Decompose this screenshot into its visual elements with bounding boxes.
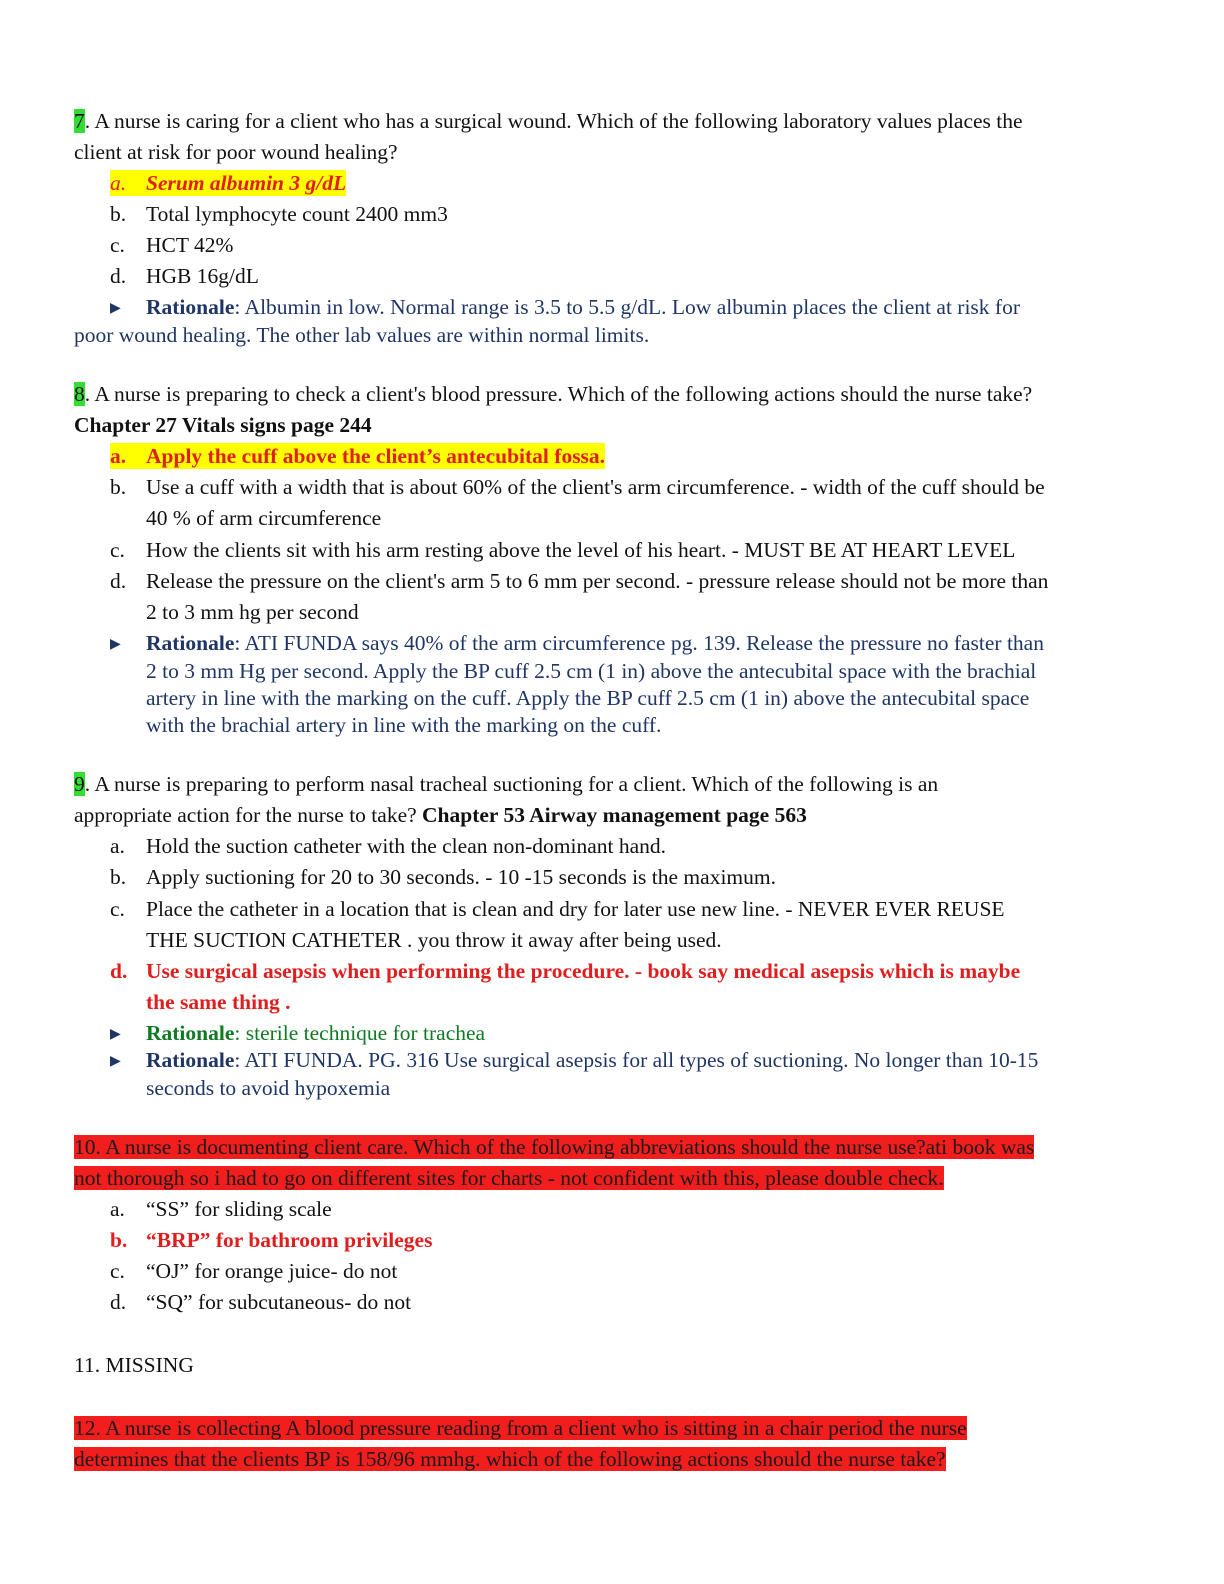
triangle-right-icon: ▶ — [110, 301, 121, 316]
triangle-right-icon: ▶ — [110, 1054, 121, 1069]
q9-rationale-2: ▶ Rationale: ATI FUNDA. PG. 316 Use surgical asepsis for all types of suctioning. No longer than 10-15 — [110, 1047, 1038, 1075]
q7-option-b: b. Total lymphocyte count 2400 mm3 — [110, 202, 448, 226]
q8-chapter: Chapter 27 Vitals signs page 244 — [74, 413, 372, 437]
q7-line-2: client at risk for poor wound healing? — [74, 140, 398, 164]
q8-option-d: d. Release the pressure on the client's arm 5 to 6 mm per second. - pressure release should not be more than — [110, 569, 1049, 593]
q12-line-2: determines that the clients BP is 158/96 mmhg. which of the following actions should the nurse take? — [74, 1447, 946, 1471]
q8-option-b: b. Use a cuff with a width that is about 60% of the client's arm circumference. - width of the cuff should be — [110, 475, 1045, 499]
q8-number: 8 — [74, 382, 85, 406]
q9-option-a: a. Hold the suction catheter with the clean non-dominant hand. — [110, 834, 667, 858]
q8-rationale-line-4: with the brachial artery in line with the marking on the cuff. — [146, 713, 662, 737]
q7-rationale: ▶ Rationale: Albumin in low. Normal range is 3.5 to 5.5 g/dL. Low albumin places the client at risk for — [110, 294, 1020, 322]
q10-option-b: b. “BRP” for bathroom privileges — [110, 1228, 433, 1252]
q10-option-c: c. “OJ” for orange juice- do not — [110, 1259, 398, 1283]
q9-line-1: 9. A nurse is preparing to perform nasal tracheal suctioning for a client. Which of the following is an — [74, 772, 939, 796]
q9-option-d-cont: the same thing . — [146, 990, 291, 1014]
q8-rationale-line-2: 2 to 3 mm Hg per second. Apply the BP cuff 2.5 cm (1 in) above the antecubital space with the brachial — [146, 659, 1037, 683]
q7-option-a: a. Serum albumin 3 g/dL — [110, 171, 347, 195]
q10-line-2: not thorough so i had to go on different sites for charts - not confident with this, please double check. — [74, 1166, 944, 1190]
q9-option-b: b. Apply suctioning for 20 to 30 seconds. - 10 -15 seconds is the maximum. — [110, 865, 776, 889]
q12-line-1: 12. A nurse is collecting A blood pressure reading from a client who is sitting in a chair period the nurse — [74, 1416, 967, 1440]
q11-missing: 11. MISSING — [74, 1353, 194, 1377]
q7-rationale-line-2: poor wound healing. The other lab values are within normal limits. — [74, 323, 650, 347]
q10-option-a: a. “SS” for sliding scale — [110, 1197, 332, 1221]
triangle-right-icon: ▶ — [110, 1027, 121, 1042]
q8-option-b-cont: 40 % of arm circumference — [146, 506, 382, 530]
q10-line-1: 10. A nurse is documenting client care. Which of the following abbreviations should the nurse use?ati book was — [74, 1135, 1035, 1159]
q7-number: 7 — [74, 109, 85, 133]
q9-option-c-cont: THE SUCTION CATHETER . you throw it away after being used. — [146, 928, 722, 952]
q10-option-d: d. “SQ” for subcutaneous- do not — [110, 1290, 412, 1314]
q9-rationale-1: ▶ Rationale: sterile technique for trachea — [110, 1020, 485, 1048]
q7-option-c: c. HCT 42% — [110, 233, 234, 257]
q9-chapter: Chapter 53 Airway management page 563 — [422, 803, 807, 827]
q8-option-a: a. Apply the cuff above the client’s antecubital fossa. — [110, 444, 606, 468]
q8-option-c: c. How the clients sit with his arm resting above the level of his heart. - MUST BE AT HEART LEVEL — [110, 538, 1016, 562]
q8-rationale-line-3: artery in line with the marking on the cuff. Apply the BP cuff 2.5 cm (1 in) above the antecubital space — [146, 686, 1030, 710]
q8-option-d-cont: 2 to 3 mm hg per second — [146, 600, 359, 624]
q8-rationale: ▶ Rationale: ATI FUNDA says 40% of the arm circumference pg. 139. Release the pressure no faster than — [110, 630, 1044, 658]
q9-option-c: c. Place the catheter in a location that is clean and dry for later use new line. - NEVER EVER REUSE — [110, 897, 1005, 921]
q7-option-d: d. HGB 16g/dL — [110, 264, 259, 288]
q7-line-1: 7. A nurse is caring for a client who has a surgical wound. Which of the following laboratory values places the — [74, 109, 1023, 133]
triangle-right-icon: ▶ — [110, 637, 121, 652]
q9-line-2: appropriate action for the nurse to take? Chapter 53 Airway management page 563 — [74, 803, 807, 827]
q9-rationale-2-line-2: seconds to avoid hypoxemia — [146, 1076, 391, 1100]
q9-number: 9 — [74, 772, 85, 796]
q9-option-d: d. Use surgical asepsis when performing the procedure. - book say medical asepsis which is maybe — [110, 959, 1021, 983]
q8-line-1: 8. A nurse is preparing to check a client's blood pressure. Which of the following actions should the nurse take? — [74, 382, 1033, 406]
